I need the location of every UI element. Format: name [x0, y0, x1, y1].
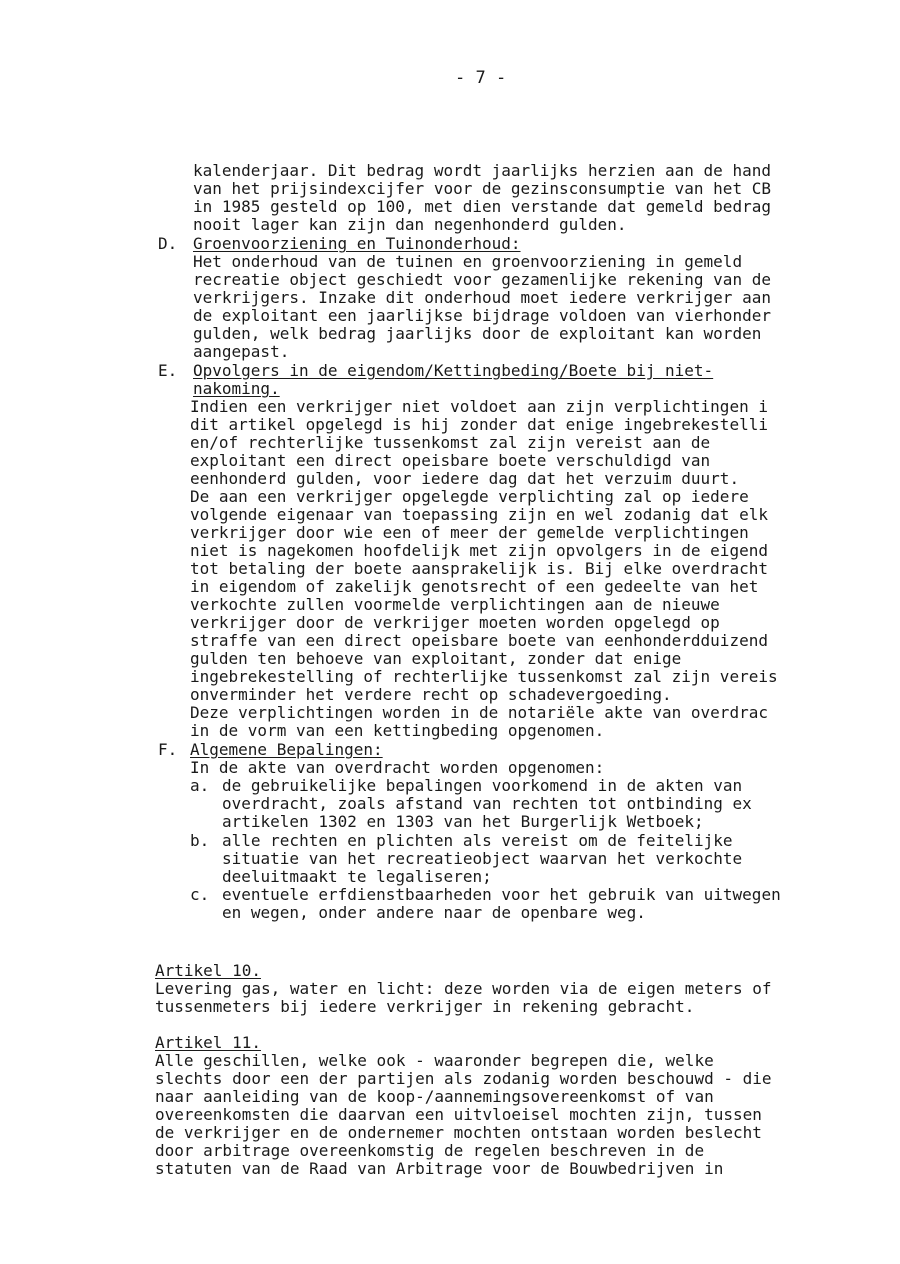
- text-line: ingebrekestelling of rechterlijke tussenkomst zal zijn vereis: [190, 668, 778, 686]
- text-line: eenhonderd gulden, voor iedere dag dat het verzuim duurt.: [190, 470, 740, 488]
- list-item: eventuele erfdienstbaarheden voor het gebruik van uitwegen: [222, 886, 781, 904]
- text-line: niet is nagekomen hoofdelijk met zijn opvolgers in de eigend: [190, 542, 768, 560]
- list-marker: c.: [190, 886, 210, 904]
- list-marker: a.: [190, 777, 210, 795]
- text-line: onverminder het verdere recht op schadevergoeding.: [190, 686, 672, 704]
- text-line: en/of rechterlijke tussenkomst zal zijn vereist aan de: [190, 434, 711, 452]
- list-item: en wegen, onder andere naar de openbare weg.: [222, 904, 646, 922]
- text-line: Alle geschillen, welke ook - waaronder begrepen die, welke: [155, 1052, 714, 1070]
- text-line: volgende eigenaar van toepassing zijn en wel zodanig dat elk: [190, 506, 768, 524]
- section-marker-f: F.: [158, 741, 178, 759]
- text-line: verkrijgers. Inzake dit onderhoud moet iedere verkrijger aan: [193, 289, 771, 307]
- text-line: Deze verplichtingen worden in de notariële akte van overdrac: [190, 704, 768, 722]
- list-marker: b.: [190, 832, 210, 850]
- section-heading-e: Opvolgers in de eigendom/Kettingbeding/Boete bij niet-: [193, 362, 714, 380]
- text-line: Levering gas, water en licht: deze worden via de eigen meters of: [155, 980, 772, 998]
- list-item: situatie van het recreatieobject waarvan het verkochte: [222, 850, 743, 868]
- text-line: naar aanleiding van de koop-/aannemingsovereenkomst of van: [155, 1088, 714, 1106]
- article-heading: Artikel 11.: [155, 1034, 261, 1052]
- text-line: Indien een verkrijger niet voldoet aan zijn verplichtingen i: [190, 398, 768, 416]
- text-line: exploitant een direct opeisbare boete verschuldigd van: [190, 452, 711, 470]
- text-line: nooit lager kan zijn dan negenhonderd gulden.: [193, 216, 627, 234]
- section-heading-f: Algemene Bepalingen:: [190, 741, 383, 759]
- text-line: in de vorm van een kettingbeding opgenomen.: [190, 722, 605, 740]
- section-marker-d: D.: [158, 235, 178, 253]
- text-line: aangepast.: [193, 343, 290, 361]
- text-line: slechts door een der partijen als zodanig worden beschouwd - die: [155, 1070, 772, 1088]
- list-item: de gebruikelijke bepalingen voorkomend in de akten van: [222, 777, 743, 795]
- section-heading-e: nakoming.: [193, 380, 280, 398]
- text-line: Het onderhoud van de tuinen en groenvoorziening in gemeld: [193, 253, 743, 271]
- list-item: alle rechten en plichten als vereist om de feitelijke: [222, 832, 733, 850]
- text-line: verkrijger door wie een of meer der gemelde verplichtingen: [190, 524, 749, 542]
- text-line: recreatie object geschiedt voor gezamenlijke rekening van de: [193, 271, 771, 289]
- text-line: statuten van de Raad van Arbitrage voor de Bouwbedrijven in: [155, 1160, 724, 1178]
- text-line: de exploitant een jaarlijkse bijdrage voldoen van vierhonder: [193, 307, 771, 325]
- text-line: verkrijger door de verkrijger moeten worden opgelegd op: [190, 614, 720, 632]
- text-line: gulden, welk bedrag jaarlijks door de exploitant kan worden: [193, 325, 762, 343]
- text-line: kalenderjaar. Dit bedrag wordt jaarlijks herzien aan de hand: [193, 162, 771, 180]
- list-item: artikelen 1302 en 1303 van het Burgerlijk Wetboek;: [222, 813, 704, 831]
- text-line: in 1985 gesteld op 100, met dien verstande dat gemeld bedrag: [193, 198, 771, 216]
- section-heading-d: Groenvoorziening en Tuinonderhoud:: [193, 235, 521, 253]
- text-line: dit artikel opgelegd is hij zonder dat enige ingebrekestelli: [190, 416, 768, 434]
- article-heading: Artikel 10.: [155, 962, 261, 980]
- text-line: straffe van een direct opeisbare boete van eenhonderdduizend: [190, 632, 768, 650]
- text-line: in eigendom of zakelijk genotsrecht of een gedeelte van het: [190, 578, 759, 596]
- text-line: In de akte van overdracht worden opgenomen:: [190, 759, 605, 777]
- text-line: verkochte zullen voormelde verplichtingen aan de nieuwe: [190, 596, 720, 614]
- text-line: de verkrijger en de ondernemer mochten ontstaan worden beslecht: [155, 1124, 762, 1142]
- text-line: tot betaling der boete aansprakelijk is. Bij elke overdracht: [190, 560, 768, 578]
- list-item: overdracht, zoals afstand van rechten tot ontbinding ex: [222, 795, 752, 813]
- text-line: gulden ten behoeve van exploitant, zonder dat enige: [190, 650, 682, 668]
- text-line: van het prijsindexcijfer voor de gezinsconsumptie van het CB: [193, 180, 771, 198]
- text-line: door arbitrage overeenkomstig de regelen beschreven in de: [155, 1142, 705, 1160]
- text-line: De aan een verkrijger opgelegde verplichting zal op iedere: [190, 488, 749, 506]
- list-item: deeluitmaakt te legaliseren;: [222, 868, 492, 886]
- text-line: tussenmeters bij iedere verkrijger in rekening gebracht.: [155, 998, 695, 1016]
- page-number: - 7 -: [455, 68, 507, 88]
- section-marker-e: E.: [158, 362, 178, 380]
- text-line: overeenkomsten die daarvan een uitvloeisel mochten zijn, tussen: [155, 1106, 762, 1124]
